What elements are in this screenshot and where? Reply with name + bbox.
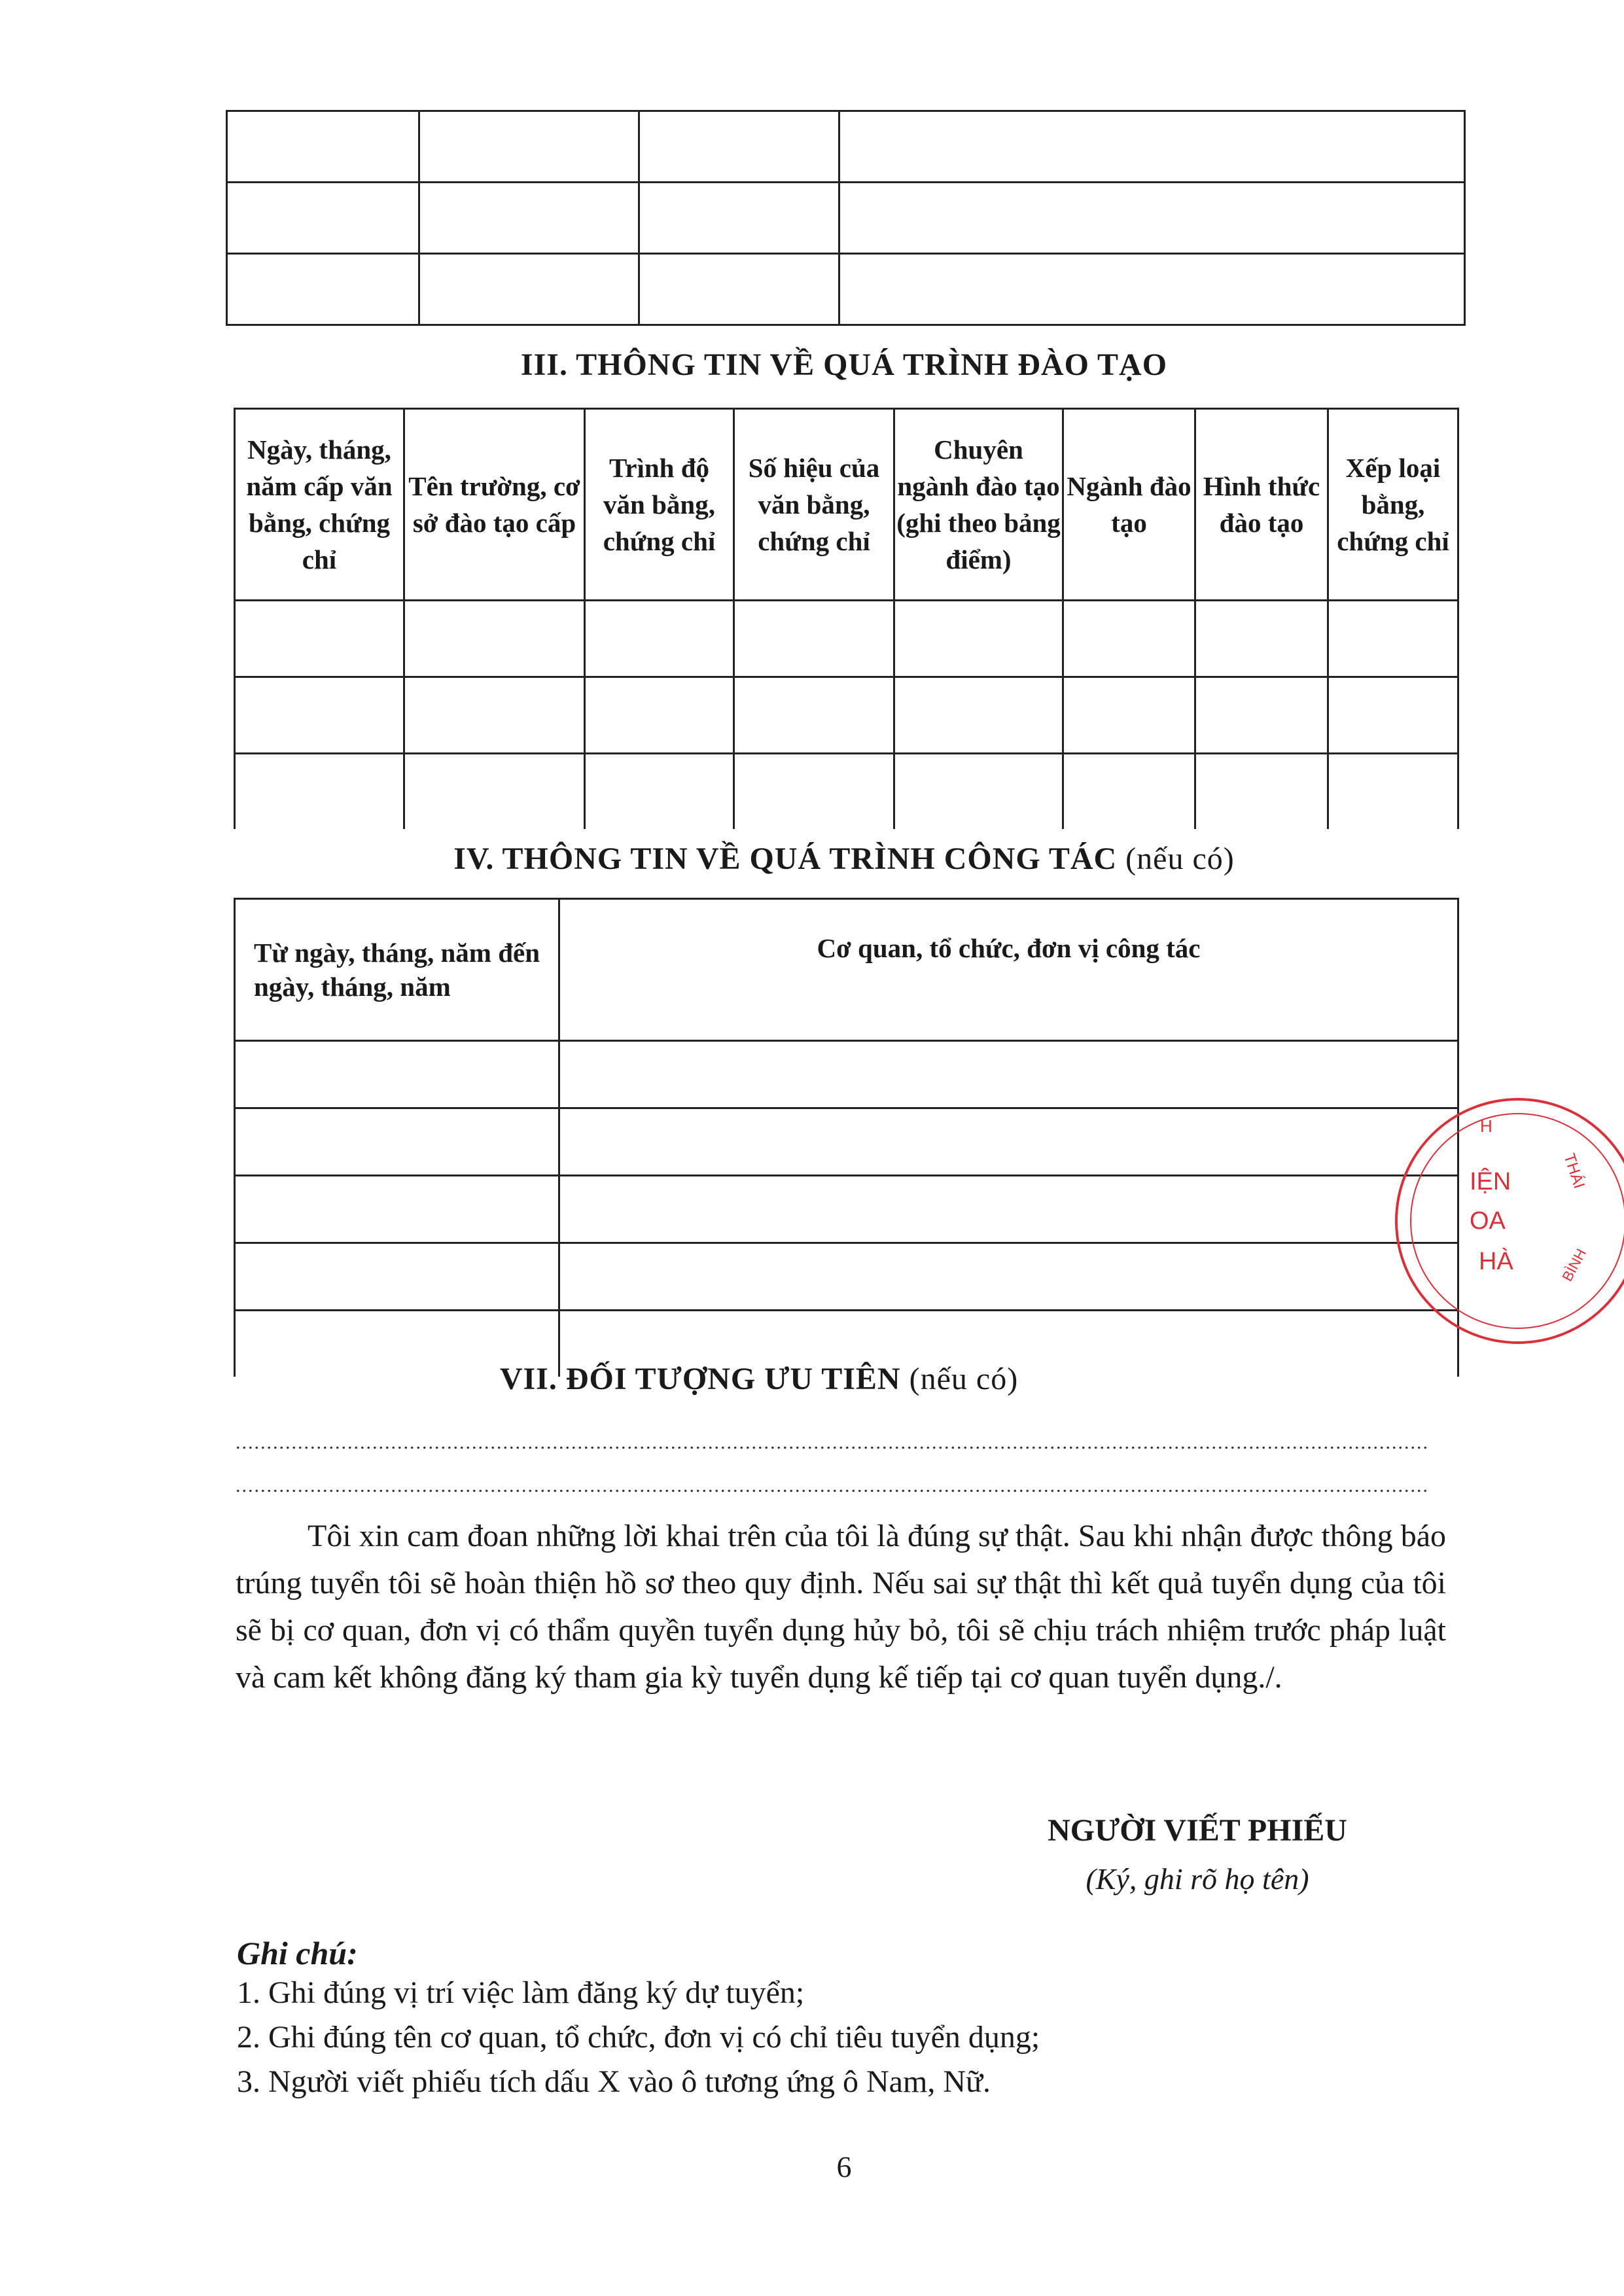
table-row — [227, 111, 1465, 183]
section7-heading — [236, 1361, 1453, 1397]
section4-title-suffix: (nếu có) — [1125, 841, 1235, 876]
signer-title: NGƯỜI VIẾT PHIẾU — [1048, 1813, 1347, 1848]
section7-title-suffix: (nếu có) — [909, 1362, 1019, 1396]
note-item: 1. Ghi đúng vị trí việc làm đăng ký dự tuyển; — [237, 1975, 805, 2010]
table-header-row — [235, 409, 1458, 601]
column-header: Ngành đào tạo — [1063, 409, 1195, 601]
notes-title: Ghi chú: — [237, 1935, 358, 1971]
column-header: Cơ quan, tổ chức, đơn vị công tác — [559, 899, 1458, 1041]
dotted-fill-line: ................................................................................................................................................................................................ — [236, 1475, 1429, 1496]
previous-section-table — [226, 110, 1466, 326]
column-header: Xếp loại bằng, chứng chỉ — [1328, 409, 1458, 601]
note-item: 2. Ghi đúng tên cơ quan, tổ chức, đơn vị có chỉ tiêu tuyển dụng; — [237, 2020, 1040, 2055]
section7-title: VII. ĐỐI TƯỢNG ƯU TIÊN — [499, 1362, 901, 1396]
table-header-row — [235, 899, 1458, 1041]
stamp-text: H — [1480, 1116, 1492, 1136]
column-header: Chuyên ngành đào tạo (ghi theo bảng điểm) — [894, 409, 1063, 601]
table-row — [235, 1108, 1458, 1176]
table-row — [235, 1243, 1458, 1311]
column-header: Số hiệu của văn bằng, chứng chỉ — [734, 409, 894, 601]
note-item: 3. Người viết phiếu tích dấu X vào ô tương ứng ô Nam, Nữ. — [237, 2064, 991, 2099]
stamp-text: THÁI — [1560, 1151, 1588, 1191]
column-header: Tên trường, cơ sở đào tạo cấp — [404, 409, 585, 601]
declaration-text: Tôi xin cam đoan những lời khai trên của tôi là đúng sự thật. Sau khi nhận được thông báo trúng tuyển tôi sẽ hoàn thiện hồ sơ theo quy định. Nếu sai sự thật thì kết quả tuyển dụng của tôi sẽ bị cơ quan, đơn vị có thẩm quyền tuyển dụng hủy bỏ, tôi sẽ chịu trách nhiệm trước pháp luật và cam kết không đăng ký tham gia kỳ tuyển dụng kế tiếp tại cơ quan tuyển dụng./. — [236, 1519, 1446, 1695]
stamp-text: OA — [1470, 1207, 1506, 1235]
official-stamp — [1466, 1073, 1624, 1361]
column-header: Từ ngày, tháng, năm đến ngày, tháng, năm — [235, 899, 559, 1041]
dotted-fill-line: ................................................................................................................................................................................................ — [236, 1432, 1429, 1453]
training-table — [234, 408, 1459, 829]
column-header: Trình độ văn bằng, chứng chỉ — [585, 409, 734, 601]
column-header: Hình thức đào tạo — [1195, 409, 1328, 601]
section4-title: IV. THÔNG TIN VỀ QUÁ TRÌNH CÔNG TÁC — [453, 841, 1118, 876]
declaration-paragraph — [236, 1513, 1446, 1701]
table-row — [235, 1176, 1458, 1243]
section4-heading — [236, 841, 1453, 877]
stamp-text: BÌNH — [1559, 1246, 1590, 1284]
column-header: Ngày, tháng, năm cấp văn bằng, chứng chỉ — [235, 409, 404, 601]
section3-title: III. THÔNG TIN VỀ QUÁ TRÌNH ĐÀO TẠO — [520, 347, 1168, 382]
table-row — [235, 1041, 1458, 1108]
table-row — [227, 183, 1465, 254]
signer-note: (Ký, ghi rõ họ tên) — [1086, 1862, 1309, 1896]
table-row — [235, 601, 1458, 677]
stamp-text: HÀ — [1479, 1248, 1513, 1275]
table-row — [227, 254, 1465, 325]
page-number: 6 — [836, 2150, 852, 2183]
table-row — [235, 754, 1458, 830]
work-history-table — [234, 898, 1459, 1377]
stamp-text: IỆN — [1470, 1168, 1511, 1195]
table-row — [235, 677, 1458, 754]
